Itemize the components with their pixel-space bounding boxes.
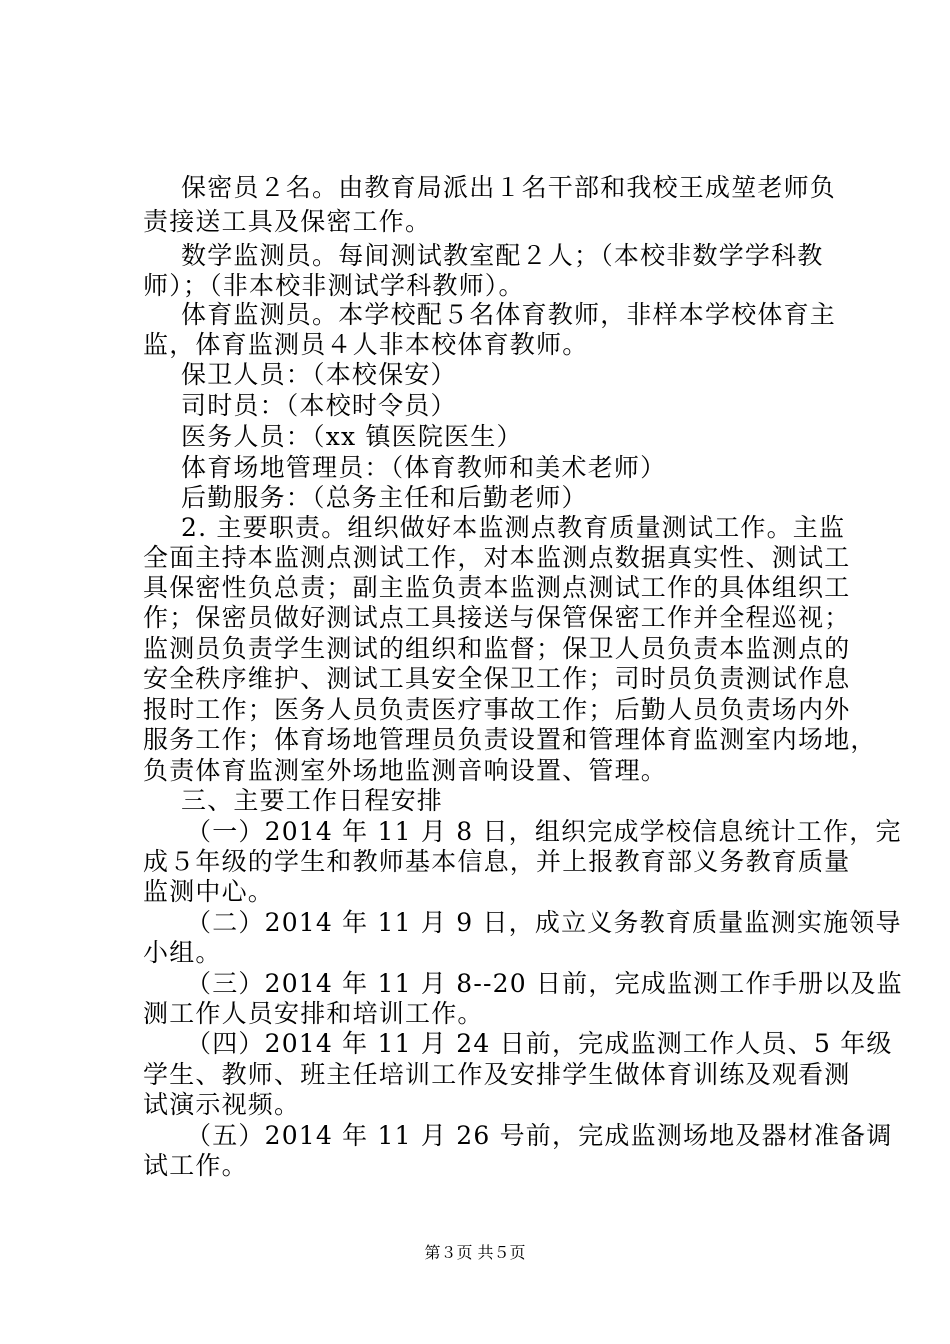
text-line: 全面主持本监测点测试工作，对本监测点数据真实性、测试工 bbox=[143, 543, 851, 572]
text-line: 监测中心。 bbox=[143, 877, 275, 906]
text-line: 数学监测员。每间测试教室配２人；（本校非数学学科教 bbox=[181, 241, 824, 270]
text-line: （四）2014 年 11 月 24 日前，完成监测工作人员、5 年级 bbox=[186, 1029, 893, 1058]
text-line: 体育监测员。本学校配５名体育教师，非样本学校体育主 bbox=[181, 300, 837, 329]
page-number-footer: 第３页 共５页 bbox=[424, 1243, 526, 1262]
text-line: （三）2014 年 11 月 8--20 日前，完成监测工作手册以及监 bbox=[186, 969, 903, 998]
section-heading: 三、主要工作日程安排 bbox=[181, 786, 444, 815]
text-line: 保卫人员：（本校保安） bbox=[181, 360, 457, 389]
text-line: 报时工作；医务人员负责医疗事故工作；后勤人员负责场内外 bbox=[143, 695, 851, 724]
text-line: 2. 主要职责。组织做好本监测点教育质量测试工作。主监 bbox=[181, 513, 846, 542]
text-line: 保密员２名。由教育局派出１名干部和我校王成堃老师负 bbox=[181, 173, 837, 202]
text-line: （五）2014 年 11 月 26 号前，完成监测场地及器材准备调 bbox=[186, 1121, 893, 1150]
text-line: 负责体育监测室外场地监测音响设置、管理。 bbox=[143, 756, 668, 785]
text-line: 学生、教师、班主任培训工作及安排学生做体育训练及观看测 bbox=[143, 1060, 851, 1089]
text-line: 监，体育监测员４人非本校体育教师。 bbox=[143, 330, 589, 359]
text-line: 试工作。 bbox=[143, 1151, 248, 1180]
text-line: （一）2014 年 11 月 8 日，组织完成学校信息统计工作，完 bbox=[186, 817, 902, 846]
text-line: 监测员负责学生测试的组织和监督；保卫人员负责本监测点的 bbox=[143, 634, 851, 663]
text-line: 责接送工具及保密工作。 bbox=[143, 207, 432, 236]
text-line: 测工作人员安排和培训工作。 bbox=[143, 999, 484, 1028]
text-line: 具保密性负总责；副主监负责本监测点测试工作的具体组织工 bbox=[143, 573, 851, 602]
text-line: 成５年级的学生和教师基本信息，并上报教育部义务教育质量 bbox=[143, 847, 851, 876]
text-line: 医务人员：（xx 镇医院医生） bbox=[181, 422, 523, 451]
text-line: 试演示视频。 bbox=[143, 1090, 301, 1119]
text-line: 体育场地管理员：（体育教师和美术老师） bbox=[181, 453, 667, 482]
text-line: 作；保密员做好测试点工具接送与保管保密工作并全程巡视； bbox=[143, 603, 851, 632]
text-line: 服务工作；体育场地管理员负责设置和管理体育监测室内场地， bbox=[143, 725, 877, 754]
text-line: （二）2014 年 11 月 9 日，成立义务教育质量监测实施领导 bbox=[186, 908, 902, 937]
text-line: 后勤服务：（总务主任和后勤老师） bbox=[181, 483, 588, 512]
text-line: 小组。 bbox=[143, 938, 222, 967]
text-line: 安全秩序维护、测试工具安全保卫工作；司时员负责测试作息 bbox=[143, 664, 851, 693]
text-line: 司时员：（本校时令员） bbox=[181, 391, 457, 420]
text-line: 师）；（非本校非测试学科教师）。 bbox=[143, 271, 525, 300]
